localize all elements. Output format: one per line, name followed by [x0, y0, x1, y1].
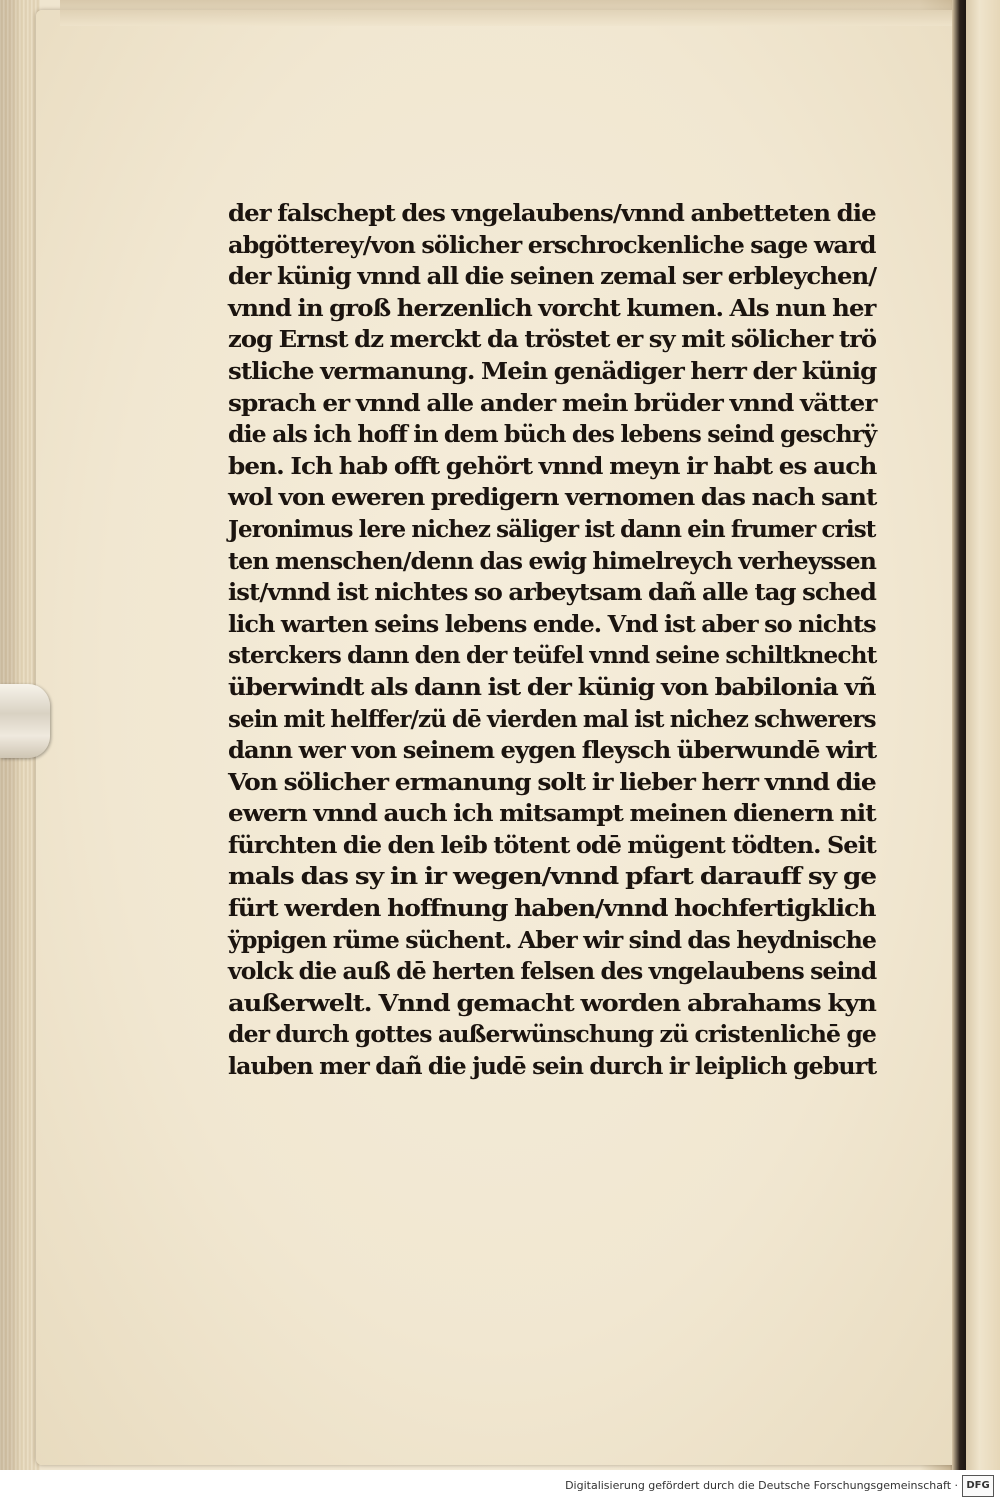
text-line: überwindt als dann ist der künig von babilonia vñ [228, 672, 876, 701]
text-line: ten menschen/denn das ewig himelreych verheyssen [228, 546, 877, 575]
text-line: volck die auß dē herten felsen des vngelaubens seind [228, 957, 877, 986]
book-clasp [0, 684, 50, 758]
text-line: mals das sy in ir wegen/vnnd pfart darauff sy ge [228, 862, 877, 891]
text-line: ewern vnnd auch ich mitsampt meinen dienern nit [228, 799, 876, 828]
text-line: sein mit helffer/zü dē vierden mal ist nichez schwerers [228, 704, 876, 733]
text-line: sprach er vnnd alle ander mein brüder vnnd vätter [228, 388, 877, 417]
text-line: lich warten seins lebens ende. Vnd ist aber so nichts [228, 609, 876, 638]
book-gutter [952, 0, 966, 1470]
text-line: ÿppigen rüme süchent. Aber wir sind das heydnische [228, 925, 877, 954]
text-line: ist/vnnd ist nichtes so arbeytsam dañ alle tag sched [228, 578, 876, 607]
text-line: stliche vermanung. Mein genädiger herr der künig [228, 356, 877, 385]
text-line: Von sölicher ermanung solt ir lieber herr vnnd die [228, 767, 876, 796]
facing-page-edge [966, 0, 1000, 1470]
text-line: der künig vnnd all die seinen zemal ser erbleychen/ [228, 262, 877, 291]
text-line: ben. Ich hab offt gehört vnnd meyn ir habt es auch [228, 451, 877, 480]
footer-bar [0, 1470, 1000, 1501]
text-line: Jeronimus lere nichez säliger ist dann ein frumer crist [228, 514, 876, 543]
text-line: der falschept des vngelaubens/vnnd anbetteten die [228, 199, 876, 227]
page-top-shadow [60, 0, 960, 26]
text-line: wol von eweren predigern vernomen das nach sant [228, 483, 877, 512]
text-line: abgötterey/von sölicher erschrockenliche sage ward [228, 230, 876, 259]
text-line: dann wer von seinem eygen fleysch überwundē wirt [228, 736, 877, 765]
text-line: lauben mer dañ die judē sein durch ir leiplich geburt [228, 1052, 877, 1081]
text-line: sterckers dann den der teüfel vnnd seine schiltknecht [228, 641, 877, 670]
text-line: zog Ernst dz merckt da tröstet er sy mit sölicher trö [228, 325, 877, 354]
footer-credit: Digitalisierung gefördert durch die Deutsche Forschungsgemeinschaft · [565, 1479, 958, 1492]
text-line: fürchten die den leib tötent odē mügent tödten. Seit [228, 830, 876, 859]
text-line: außerwelt. Vnnd gemacht worden abrahams kyn [228, 988, 876, 1017]
text-line: die als ich hoff in dem büch des lebens seind geschrÿ [228, 420, 877, 449]
text-line: der durch gottes außerwünschung zü cristenlichē ge [228, 1020, 877, 1049]
text-block [228, 198, 876, 1083]
text-line: fürt werden hoffnung haben/vnnd hochfertigklich [228, 894, 876, 923]
text-line: vnnd in groß herzenlich vorcht kumen. Als nun her [228, 293, 876, 322]
dfg-logo: DFG [962, 1475, 994, 1497]
